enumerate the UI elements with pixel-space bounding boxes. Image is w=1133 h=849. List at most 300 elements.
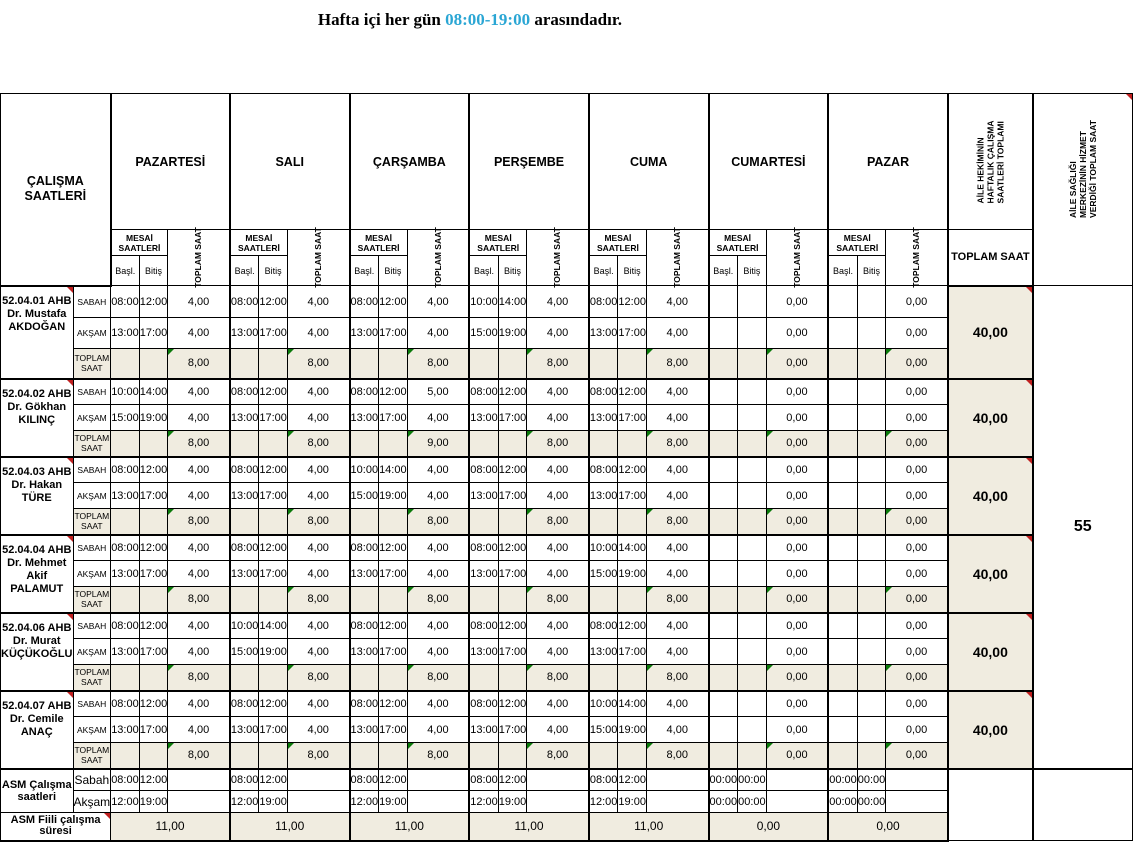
fiili-value: 11,00 bbox=[350, 813, 470, 841]
empty-cell bbox=[589, 509, 618, 535]
start-time bbox=[828, 691, 857, 717]
empty-cell bbox=[230, 431, 259, 457]
empty-cell bbox=[168, 769, 230, 791]
hours-value: 4,00 bbox=[527, 286, 589, 318]
end-time: 17:00 bbox=[618, 318, 647, 349]
asm-end: 00:00 bbox=[738, 791, 767, 813]
empty-cell bbox=[111, 349, 140, 379]
start-time: 13:00 bbox=[589, 483, 618, 509]
empty-cell bbox=[646, 769, 708, 791]
empty-cell bbox=[469, 349, 498, 379]
empty-cell bbox=[350, 509, 379, 535]
hours-value: 4,00 bbox=[407, 286, 469, 318]
hours-value: 4,00 bbox=[646, 318, 708, 349]
bitis-header: Bitiş bbox=[498, 256, 527, 286]
end-time bbox=[738, 691, 767, 717]
end-time bbox=[857, 639, 886, 665]
hours-value: 0,00 bbox=[766, 691, 828, 717]
end-time: 12:00 bbox=[379, 535, 408, 561]
empty-cell bbox=[469, 587, 498, 613]
end-time: 12:00 bbox=[379, 691, 408, 717]
start-time bbox=[709, 483, 738, 509]
fiili-value: 11,00 bbox=[469, 813, 589, 841]
daily-total: 8,00 bbox=[527, 665, 589, 691]
end-time bbox=[738, 561, 767, 587]
end-time: 12:00 bbox=[379, 613, 408, 639]
hours-value: 4,00 bbox=[287, 318, 349, 349]
hours-value: 4,00 bbox=[407, 483, 469, 509]
toplam-label: TOPLAM SAAT bbox=[73, 349, 111, 379]
empty-cell bbox=[857, 743, 886, 769]
empty-cell bbox=[379, 349, 408, 379]
end-time: 12:00 bbox=[259, 379, 288, 405]
end-time: 12:00 bbox=[618, 286, 647, 318]
basl-header: Başl. bbox=[709, 256, 738, 286]
hours-value: 0,00 bbox=[766, 286, 828, 318]
hours-value: 4,00 bbox=[646, 717, 708, 743]
mesai-header: MESAİ SAATLERİ bbox=[709, 230, 767, 256]
doctor-label bbox=[1, 286, 74, 379]
fiili-value: 11,00 bbox=[230, 813, 350, 841]
daily-total: 0,00 bbox=[766, 431, 828, 457]
empty-cell bbox=[646, 791, 708, 813]
fiili-value: 11,00 bbox=[111, 813, 230, 841]
hours-value: 4,00 bbox=[168, 717, 230, 743]
daily-total: 8,00 bbox=[646, 509, 708, 535]
end-time: 17:00 bbox=[139, 717, 168, 743]
hours-value: 0,00 bbox=[766, 613, 828, 639]
daily-total: 0,00 bbox=[766, 665, 828, 691]
doctor-label bbox=[1, 379, 74, 457]
start-time: 10:00 bbox=[469, 286, 498, 318]
daily-total: 0,00 bbox=[766, 509, 828, 535]
daily-total: 0,00 bbox=[766, 349, 828, 379]
end-time: 17:00 bbox=[259, 561, 288, 587]
fiili-value: 11,00 bbox=[589, 813, 709, 841]
empty-cell bbox=[139, 665, 168, 691]
empty-cell bbox=[350, 587, 379, 613]
hours-value: 4,00 bbox=[168, 379, 230, 405]
hours-value: 4,00 bbox=[407, 613, 469, 639]
start-time: 10:00 bbox=[589, 691, 618, 717]
start-time: 15:00 bbox=[589, 561, 618, 587]
asm-start: 08:00 bbox=[469, 769, 498, 791]
empty-cell bbox=[589, 743, 618, 769]
empty-cell bbox=[469, 743, 498, 769]
hours-value: 4,00 bbox=[646, 613, 708, 639]
end-time: 19:00 bbox=[379, 483, 408, 509]
start-time: 13:00 bbox=[469, 717, 498, 743]
empty-cell bbox=[1033, 769, 1132, 841]
hours-value: 4,00 bbox=[527, 457, 589, 483]
page-title bbox=[0, 10, 940, 30]
daily-total: 0,00 bbox=[766, 743, 828, 769]
daily-total: 8,00 bbox=[287, 509, 349, 535]
asm-start: 12:00 bbox=[469, 791, 498, 813]
hours-value: 4,00 bbox=[407, 691, 469, 717]
empty-cell bbox=[709, 349, 738, 379]
hours-value: 4,00 bbox=[287, 613, 349, 639]
empty-cell bbox=[111, 431, 140, 457]
doctor-weekly-total: 40,00 bbox=[948, 286, 1033, 379]
end-time: 19:00 bbox=[139, 405, 168, 431]
end-time bbox=[738, 457, 767, 483]
doctor-name: Dr. Cemile ANAÇ bbox=[9, 712, 64, 738]
hours-value: 4,00 bbox=[527, 613, 589, 639]
start-time: 13:00 bbox=[469, 639, 498, 665]
daily-total: 8,00 bbox=[287, 349, 349, 379]
empty-cell bbox=[589, 665, 618, 691]
end-time: 12:00 bbox=[139, 535, 168, 561]
end-time: 14:00 bbox=[618, 535, 647, 561]
toplam-label: TOPLAM SAAT bbox=[73, 509, 111, 535]
start-time: 15:00 bbox=[350, 483, 379, 509]
end-time: 17:00 bbox=[379, 318, 408, 349]
daily-total: 8,00 bbox=[527, 743, 589, 769]
start-time bbox=[828, 286, 857, 318]
hours-value: 0,00 bbox=[766, 379, 828, 405]
empty-cell bbox=[886, 791, 948, 813]
daily-total: 0,00 bbox=[886, 743, 948, 769]
start-time: 13:00 bbox=[111, 639, 140, 665]
toplam-saat-vertical: TOPLAM SAAT bbox=[312, 227, 323, 288]
empty-cell bbox=[709, 743, 738, 769]
start-time bbox=[709, 535, 738, 561]
asm-start: 12:00 bbox=[350, 791, 379, 813]
end-time: 14:00 bbox=[139, 379, 168, 405]
end-time: 17:00 bbox=[618, 405, 647, 431]
toplam-saat-header bbox=[168, 227, 230, 288]
empty-cell bbox=[379, 665, 408, 691]
asm-end: 12:00 bbox=[259, 769, 288, 791]
end-time: 17:00 bbox=[379, 639, 408, 665]
hours-value: 0,00 bbox=[766, 561, 828, 587]
start-time bbox=[709, 717, 738, 743]
empty-cell bbox=[498, 743, 527, 769]
grand-total: 55 bbox=[1033, 286, 1132, 769]
empty-cell bbox=[948, 769, 1033, 841]
start-time: 10:00 bbox=[230, 613, 259, 639]
empty-cell bbox=[589, 587, 618, 613]
end-time bbox=[738, 717, 767, 743]
daily-total: 8,00 bbox=[168, 509, 230, 535]
start-time: 13:00 bbox=[230, 561, 259, 587]
asm-end: 19:00 bbox=[618, 791, 647, 813]
end-time: 12:00 bbox=[139, 457, 168, 483]
asm-start: 00:00 bbox=[709, 769, 738, 791]
end-time: 19:00 bbox=[498, 318, 527, 349]
asm-start: 12:00 bbox=[230, 791, 259, 813]
end-time bbox=[857, 457, 886, 483]
toplam-saat-total-header: TOPLAM SAAT bbox=[948, 230, 1033, 286]
daily-total: 8,00 bbox=[527, 431, 589, 457]
schedule-sheet bbox=[0, 93, 1133, 842]
empty-cell bbox=[738, 349, 767, 379]
start-time: 13:00 bbox=[111, 561, 140, 587]
empty-cell bbox=[168, 791, 230, 813]
empty-cell bbox=[738, 665, 767, 691]
bitis-header: Bitiş bbox=[379, 256, 408, 286]
end-time: 12:00 bbox=[498, 457, 527, 483]
end-time bbox=[857, 717, 886, 743]
mesai-header: MESAİ SAATLERİ bbox=[350, 230, 408, 256]
end-time: 12:00 bbox=[618, 613, 647, 639]
daily-total: 8,00 bbox=[646, 349, 708, 379]
empty-cell bbox=[857, 665, 886, 691]
toplam-saat-vertical: TOPLAM SAAT bbox=[911, 227, 922, 288]
start-time: 13:00 bbox=[230, 405, 259, 431]
end-time: 17:00 bbox=[379, 405, 408, 431]
empty-cell bbox=[407, 791, 469, 813]
sabah-label: SABAH bbox=[73, 535, 111, 561]
hours-value: 4,00 bbox=[527, 379, 589, 405]
toplam-saat-vertical: TOPLAM SAAT bbox=[432, 227, 443, 288]
empty-cell bbox=[259, 509, 288, 535]
hours-value: 0,00 bbox=[766, 405, 828, 431]
empty-cell bbox=[527, 791, 589, 813]
empty-cell bbox=[287, 769, 349, 791]
end-time bbox=[857, 405, 886, 431]
aksam-label: AKŞAM bbox=[73, 561, 111, 587]
hours-value: 4,00 bbox=[407, 457, 469, 483]
empty-cell bbox=[230, 349, 259, 379]
start-time: 13:00 bbox=[350, 561, 379, 587]
hours-value: 4,00 bbox=[646, 379, 708, 405]
daily-total: 8,00 bbox=[646, 743, 708, 769]
start-time: 13:00 bbox=[350, 639, 379, 665]
doctor-weekly-total: 40,00 bbox=[948, 691, 1033, 769]
end-time: 12:00 bbox=[259, 691, 288, 717]
hours-value: 4,00 bbox=[287, 717, 349, 743]
hours-value: 4,00 bbox=[527, 535, 589, 561]
asm-total-header: AİLE SAĞLIĞI MERKEZİNİN HİZMET VERDİĞİ TOPLAM SAAT bbox=[1067, 120, 1098, 218]
empty-cell bbox=[259, 587, 288, 613]
start-time: 13:00 bbox=[230, 717, 259, 743]
end-time bbox=[857, 318, 886, 349]
doctor-label bbox=[1, 691, 74, 769]
hours-value: 4,00 bbox=[168, 691, 230, 717]
hours-value: 4,00 bbox=[287, 691, 349, 717]
end-time bbox=[738, 286, 767, 318]
start-time: 13:00 bbox=[230, 483, 259, 509]
start-time: 08:00 bbox=[230, 457, 259, 483]
asm-start: 12:00 bbox=[111, 791, 140, 813]
hours-value: 0,00 bbox=[766, 483, 828, 509]
empty-cell bbox=[139, 587, 168, 613]
end-time: 12:00 bbox=[498, 691, 527, 717]
end-time: 17:00 bbox=[139, 483, 168, 509]
asm-end: 12:00 bbox=[618, 769, 647, 791]
hours-value: 4,00 bbox=[646, 405, 708, 431]
daily-total: 0,00 bbox=[886, 431, 948, 457]
end-time bbox=[857, 613, 886, 639]
hours-value: 4,00 bbox=[287, 286, 349, 318]
toplam-saat-vertical: TOPLAM SAAT bbox=[193, 227, 204, 288]
empty-cell bbox=[469, 509, 498, 535]
asm-start: 08:00 bbox=[230, 769, 259, 791]
hours-value: 4,00 bbox=[287, 457, 349, 483]
start-time bbox=[709, 318, 738, 349]
sabah-label: SABAH bbox=[73, 286, 111, 318]
toplam-saat-header bbox=[527, 227, 589, 288]
title-suffix: arasındadır. bbox=[534, 10, 623, 29]
end-time bbox=[738, 379, 767, 405]
empty-cell bbox=[857, 509, 886, 535]
end-time: 17:00 bbox=[498, 483, 527, 509]
fiili-label: ASM Fiili çalışma süresi bbox=[1, 813, 111, 841]
start-time bbox=[709, 639, 738, 665]
daily-total: 8,00 bbox=[646, 431, 708, 457]
empty-cell bbox=[111, 665, 140, 691]
hours-value: 4,00 bbox=[168, 318, 230, 349]
hours-value: 4,00 bbox=[168, 639, 230, 665]
empty-cell bbox=[230, 509, 259, 535]
start-time: 08:00 bbox=[111, 457, 140, 483]
doctor-weekly-total: 40,00 bbox=[948, 379, 1033, 457]
asm-start: 12:00 bbox=[589, 791, 618, 813]
end-time bbox=[857, 691, 886, 717]
empty-cell bbox=[766, 769, 828, 791]
toplam-saat-vertical: TOPLAM SAAT bbox=[791, 227, 802, 288]
start-time: 13:00 bbox=[111, 483, 140, 509]
hours-value: 4,00 bbox=[527, 318, 589, 349]
doctor-name: Dr. Mustafa AKDOĞAN bbox=[7, 307, 67, 333]
daily-total: 8,00 bbox=[407, 665, 469, 691]
aksam-label: AKŞAM bbox=[73, 717, 111, 743]
end-time: 12:00 bbox=[259, 457, 288, 483]
start-time bbox=[828, 483, 857, 509]
basl-header: Başl. bbox=[589, 256, 618, 286]
hours-value: 0,00 bbox=[886, 613, 948, 639]
mesai-header: MESAİ SAATLERİ bbox=[828, 230, 886, 256]
bitis-header: Bitiş bbox=[738, 256, 767, 286]
end-time: 17:00 bbox=[498, 561, 527, 587]
empty-cell bbox=[828, 587, 857, 613]
start-time: 13:00 bbox=[230, 318, 259, 349]
empty-cell bbox=[618, 349, 647, 379]
fiili-value: 0,00 bbox=[709, 813, 829, 841]
start-time bbox=[828, 639, 857, 665]
empty-cell bbox=[738, 743, 767, 769]
end-time: 17:00 bbox=[379, 561, 408, 587]
empty-cell bbox=[709, 431, 738, 457]
empty-cell bbox=[350, 431, 379, 457]
hours-value: 0,00 bbox=[886, 639, 948, 665]
sabah-label: SABAH bbox=[73, 613, 111, 639]
hours-value: 0,00 bbox=[766, 318, 828, 349]
empty-cell bbox=[379, 743, 408, 769]
hours-value: 0,00 bbox=[886, 405, 948, 431]
hours-value: 4,00 bbox=[646, 691, 708, 717]
hours-value: 4,00 bbox=[646, 561, 708, 587]
title-prefix: Hafta içi her gün bbox=[317, 10, 441, 29]
weekly-total-header: AİLE HEKİMİNİN HAFTALIK ÇALIŞMA SAATLERİ TOPLAMI bbox=[975, 120, 1006, 203]
hours-value: 0,00 bbox=[886, 286, 948, 318]
hours-value: 0,00 bbox=[766, 457, 828, 483]
start-time bbox=[709, 691, 738, 717]
daily-total: 8,00 bbox=[168, 349, 230, 379]
hours-value: 4,00 bbox=[287, 535, 349, 561]
hours-value: 4,00 bbox=[407, 717, 469, 743]
hours-value: 4,00 bbox=[527, 405, 589, 431]
hours-value: 0,00 bbox=[766, 639, 828, 665]
start-time: 08:00 bbox=[230, 286, 259, 318]
end-time: 12:00 bbox=[139, 286, 168, 318]
end-time: 12:00 bbox=[379, 286, 408, 318]
mesai-header: MESAİ SAATLERİ bbox=[469, 230, 527, 256]
daily-total: 0,00 bbox=[886, 665, 948, 691]
daily-total: 0,00 bbox=[886, 587, 948, 613]
end-time: 17:00 bbox=[259, 717, 288, 743]
end-time: 17:00 bbox=[618, 639, 647, 665]
asm-aksam-label: Akşam bbox=[73, 791, 111, 813]
hours-value: 4,00 bbox=[407, 318, 469, 349]
empty-cell bbox=[589, 349, 618, 379]
hours-value: 4,00 bbox=[287, 639, 349, 665]
hours-value: 4,00 bbox=[168, 286, 230, 318]
bitis-header: Bitiş bbox=[618, 256, 647, 286]
hours-value: 0,00 bbox=[886, 483, 948, 509]
end-time: 17:00 bbox=[498, 405, 527, 431]
empty-cell bbox=[828, 743, 857, 769]
empty-cell bbox=[618, 431, 647, 457]
empty-cell bbox=[259, 349, 288, 379]
start-time bbox=[828, 561, 857, 587]
basl-header: Başl. bbox=[350, 256, 379, 286]
end-time: 12:00 bbox=[259, 286, 288, 318]
bitis-header: Bitiş bbox=[259, 256, 288, 286]
hours-value: 0,00 bbox=[766, 717, 828, 743]
hours-value: 5,00 bbox=[407, 379, 469, 405]
hours-value: 0,00 bbox=[766, 535, 828, 561]
end-time: 17:00 bbox=[259, 483, 288, 509]
hours-value: 4,00 bbox=[646, 483, 708, 509]
basl-header: Başl. bbox=[828, 256, 857, 286]
doctor-label bbox=[1, 613, 74, 691]
start-time: 08:00 bbox=[589, 457, 618, 483]
empty-cell bbox=[350, 349, 379, 379]
empty-cell bbox=[828, 431, 857, 457]
end-time: 12:00 bbox=[139, 613, 168, 639]
end-time: 19:00 bbox=[259, 639, 288, 665]
start-time: 15:00 bbox=[469, 318, 498, 349]
start-time: 08:00 bbox=[111, 535, 140, 561]
empty-cell bbox=[111, 743, 140, 769]
asm-start: 08:00 bbox=[350, 769, 379, 791]
end-time bbox=[857, 483, 886, 509]
doctor-name: Dr. Gökhan KILINÇ bbox=[7, 400, 67, 426]
hours-value: 4,00 bbox=[168, 535, 230, 561]
start-time: 08:00 bbox=[350, 286, 379, 318]
start-time: 10:00 bbox=[589, 535, 618, 561]
asm-start: 08:00 bbox=[111, 769, 140, 791]
hours-value: 4,00 bbox=[168, 613, 230, 639]
daily-total: 8,00 bbox=[168, 665, 230, 691]
empty-cell bbox=[498, 587, 527, 613]
daily-total: 8,00 bbox=[407, 349, 469, 379]
start-time: 13:00 bbox=[469, 405, 498, 431]
sabah-label: SABAH bbox=[73, 457, 111, 483]
asm-end: 19:00 bbox=[259, 791, 288, 813]
hours-value: 4,00 bbox=[407, 405, 469, 431]
start-time bbox=[709, 457, 738, 483]
empty-cell bbox=[469, 431, 498, 457]
toplam-label: TOPLAM SAAT bbox=[73, 665, 111, 691]
empty-cell bbox=[287, 791, 349, 813]
empty-cell bbox=[709, 509, 738, 535]
start-time bbox=[828, 405, 857, 431]
start-time bbox=[828, 535, 857, 561]
